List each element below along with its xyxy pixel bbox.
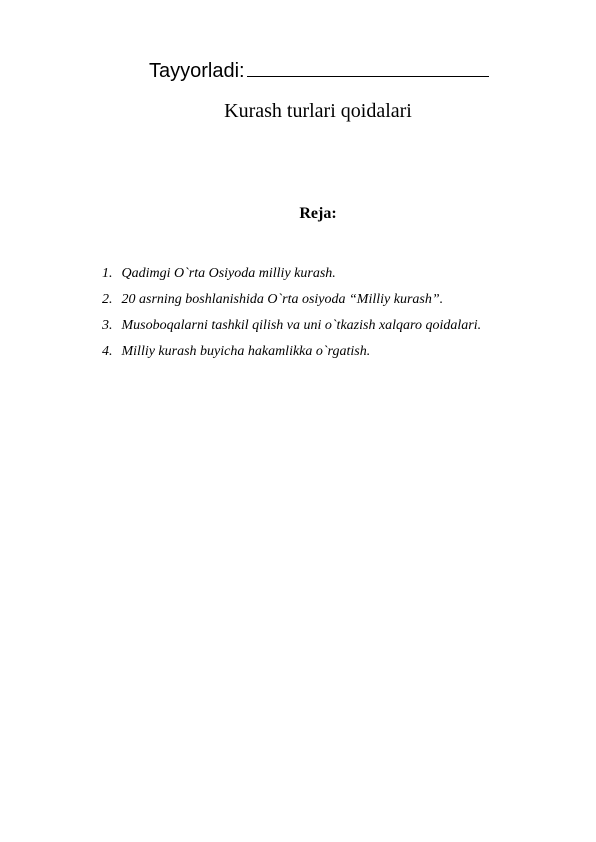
plan-heading: Reja: (299, 205, 337, 222)
plan-list (102, 264, 481, 368)
plan-item-number: 4. (102, 344, 113, 359)
plan-item (102, 316, 481, 342)
plan-item-text: Qadimgi O`rta Osiyoda milliy kurash. (121, 266, 336, 281)
plan-item-text: 20 asrning boshlanishida O`rta osiyoda “Milliy kurash”. (121, 292, 444, 307)
plan-item-text: Milliy kurash buyicha hakamlikka o`rgatish. (121, 344, 371, 359)
prepared-by-line (149, 58, 489, 84)
plan-item-number: 1. (102, 266, 113, 281)
plan-item (102, 264, 481, 290)
plan-item (102, 290, 481, 316)
document-title: Kurash turlari qoidalari (224, 100, 412, 122)
prepared-by-label: Tayyorladi: (149, 60, 245, 82)
plan-item-number: 3. (102, 318, 113, 333)
plan-item-number: 2. (102, 292, 113, 307)
plan-item (102, 342, 481, 368)
plan-item-text: Musoboqalarni tashkil qilish va uni o`tkazish xalqaro qoidalari. (121, 318, 482, 333)
prepared-by-blank (247, 58, 489, 77)
